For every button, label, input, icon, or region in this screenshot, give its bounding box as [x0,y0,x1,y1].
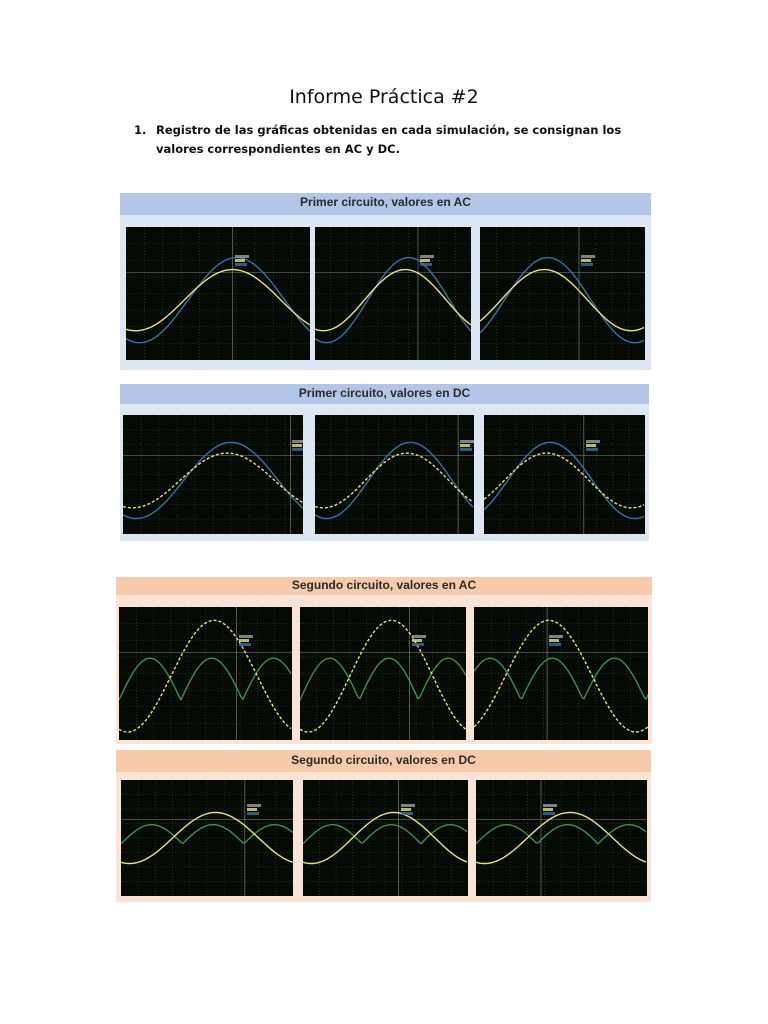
oscilloscope-screenshot [300,607,466,740]
panel-title: Segundo circuito, valores en AC [116,577,652,595]
list-item-text: Registro de las gráficas obtenidas en cada simulación, se consignan los valores correspondientes en AC y DC. [156,123,622,156]
oscilloscope-screenshot [119,607,292,740]
cursor-readout [420,254,434,267]
panel-title: Primer circuito, valores en AC [120,193,651,215]
oscilloscope-screenshot [126,227,310,360]
cursor-readout [292,439,303,452]
cursor-readout [239,634,253,647]
oscilloscope-screenshot [474,607,648,740]
cursor-readout [401,803,415,816]
cursor-readout [549,634,563,647]
document-title: Informe Práctica #2 [289,86,479,108]
oscilloscope-screenshot [121,780,293,896]
cursor-readout [412,634,426,647]
list-item-number: 1. [134,123,147,137]
panel-title: Segundo circuito, valores en DC [116,750,651,772]
panel-segundo-circuito-ac [116,577,652,744]
panel-segundo-circuito-dc [116,750,651,902]
oscilloscope-screenshot [303,780,468,896]
panel-primer-circuito-dc [120,384,649,541]
panel-title: Primer circuito, valores en DC [120,384,649,404]
cursor-readout [235,254,249,267]
oscilloscope-screenshot [480,227,645,360]
oscilloscope-screenshot [484,415,645,534]
cursor-readout [247,803,261,816]
oscilloscope-screenshot [476,780,647,896]
oscilloscope-screenshot [315,227,471,360]
oscilloscope-screenshot [123,415,303,534]
cursor-readout [586,439,600,452]
cursor-readout [581,254,595,267]
cursor-readout [543,803,557,816]
panel-primer-circuito-ac [120,193,651,370]
oscilloscope-screenshot [315,415,474,534]
cursor-readout [460,439,474,452]
